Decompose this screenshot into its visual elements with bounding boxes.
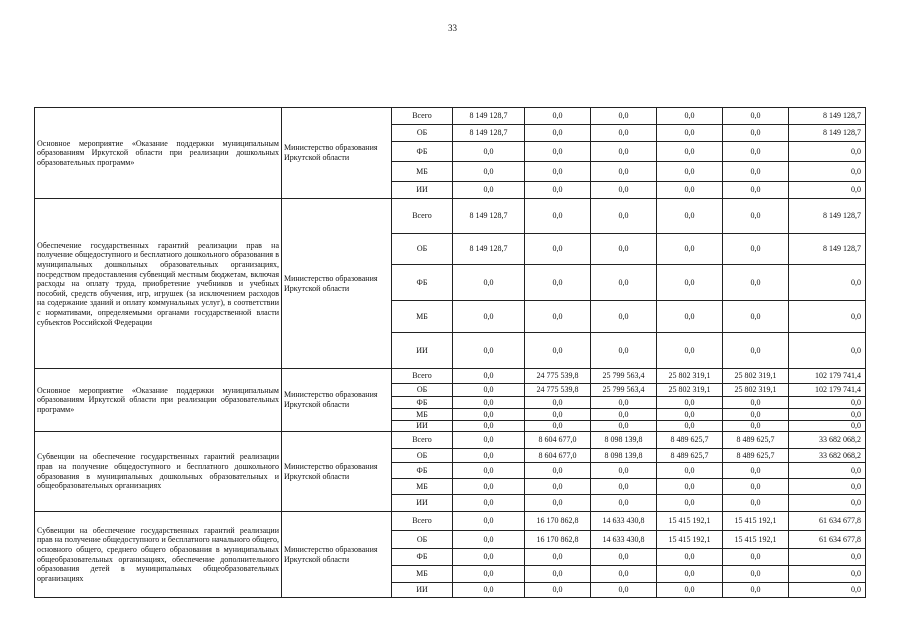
amount-cell: 0,0	[453, 397, 525, 409]
amount-cell: 0,0	[657, 301, 723, 333]
amount-cell: 0,0	[525, 142, 591, 162]
amount-cell: 0,0	[723, 125, 789, 142]
amount-cell: 0,0	[723, 142, 789, 162]
amount-cell: 0,0	[525, 566, 591, 583]
funding-source: Всего	[392, 199, 453, 234]
amount-cell: 0,0	[657, 463, 723, 479]
amount-cell: 0,0	[657, 409, 723, 421]
amount-cell: 0,0	[657, 397, 723, 409]
amount-cell: 0,0	[453, 549, 525, 566]
measure-description: Основное мероприятие «Оказание поддержки муниципальным образованиям Иркутской области при реализации дошкольных образовательных программ»	[35, 108, 282, 199]
funding-source: ФБ	[392, 265, 453, 301]
amount-cell: 0,0	[723, 199, 789, 234]
amount-cell: 24 775 539,8	[525, 384, 591, 397]
amount-cell: 0,0	[789, 142, 866, 162]
amount-cell: 0,0	[657, 495, 723, 512]
table-row	[35, 512, 866, 531]
amount-cell: 0,0	[453, 409, 525, 421]
funding-source: ИИ	[392, 182, 453, 199]
funding-source: ОБ	[392, 384, 453, 397]
amount-cell: 0,0	[723, 182, 789, 199]
funding-source: ИИ	[392, 583, 453, 598]
amount-cell: 0,0	[453, 265, 525, 301]
amount-cell: 0,0	[453, 384, 525, 397]
funding-source: МБ	[392, 566, 453, 583]
amount-cell: 0,0	[789, 333, 866, 369]
amount-cell: 0,0	[789, 479, 866, 495]
budget-table	[34, 107, 866, 598]
amount-cell: 0,0	[525, 495, 591, 512]
amount-cell: 0,0	[525, 162, 591, 182]
amount-cell: 0,0	[525, 301, 591, 333]
amount-cell: 0,0	[591, 162, 657, 182]
amount-cell: 0,0	[657, 333, 723, 369]
amount-cell: 8 149 128,7	[789, 234, 866, 265]
amount-cell: 8 149 128,7	[789, 108, 866, 125]
amount-cell: 0,0	[657, 549, 723, 566]
amount-cell: 0,0	[789, 397, 866, 409]
amount-cell: 0,0	[657, 182, 723, 199]
amount-cell: 0,0	[453, 301, 525, 333]
funding-source: ИИ	[392, 333, 453, 369]
amount-cell: 0,0	[657, 142, 723, 162]
amount-cell: 25 802 319,1	[657, 369, 723, 384]
amount-cell: 0,0	[723, 333, 789, 369]
amount-cell: 0,0	[657, 125, 723, 142]
funding-source: Всего	[392, 108, 453, 125]
amount-cell: 102 179 741,4	[789, 369, 866, 384]
measure-description: Субвенции на обеспечение государственных гарантий реализации прав на получение общедоступного и бесплатного дошкольного образования в муниципальных дошкольных образовательных и общеобразовательных организациях	[35, 432, 282, 512]
amount-cell: 0,0	[591, 421, 657, 432]
amount-cell: 0,0	[789, 463, 866, 479]
amount-cell: 0,0	[453, 421, 525, 432]
amount-cell: 8 149 128,7	[789, 199, 866, 234]
funding-source: Всего	[392, 369, 453, 384]
amount-cell: 14 633 430,8	[591, 512, 657, 531]
amount-cell: 0,0	[591, 108, 657, 125]
amount-cell: 16 170 862,8	[525, 531, 591, 549]
table-row	[35, 108, 866, 125]
executor-cell: Министерство образования Иркутской области	[282, 108, 392, 199]
funding-source: ОБ	[392, 125, 453, 142]
executor-cell: Министерство образования Иркутской области	[282, 369, 392, 432]
table-row	[35, 199, 866, 234]
amount-cell: 0,0	[789, 409, 866, 421]
amount-cell: 0,0	[657, 566, 723, 583]
amount-cell: 0,0	[525, 108, 591, 125]
amount-cell: 61 634 677,8	[789, 531, 866, 549]
amount-cell: 0,0	[723, 397, 789, 409]
amount-cell: 0,0	[789, 182, 866, 199]
amount-cell: 0,0	[453, 531, 525, 549]
amount-cell: 8 149 128,7	[789, 125, 866, 142]
amount-cell: 0,0	[525, 479, 591, 495]
funding-source: ФБ	[392, 397, 453, 409]
funding-source: МБ	[392, 479, 453, 495]
funding-source: ИИ	[392, 421, 453, 432]
amount-cell: 0,0	[591, 301, 657, 333]
amount-cell: 0,0	[789, 162, 866, 182]
amount-cell: 0,0	[453, 142, 525, 162]
amount-cell: 25 802 319,1	[723, 384, 789, 397]
page-number: 33	[448, 23, 457, 33]
amount-cell: 61 634 677,8	[789, 512, 866, 531]
measure-description: Обеспечение государственных гарантий реализации прав на получение общедоступного и бесплатного дошкольного образования в муниципальных дошкольных образовательных организациях, посредством предоставления субвенций местным бюджетам, включая расходы на оплату труда, приобретение учебников и учебных пособий, средств обучения, игр, игрушек (за исключением расходов на содержание зданий и оплату коммунальных услуг), в соответствии с нормативами, определяемыми органами государственной власти субъектов Российской Федерации	[35, 199, 282, 369]
amount-cell: 0,0	[789, 495, 866, 512]
amount-cell: 8 149 128,7	[453, 125, 525, 142]
table-body	[35, 108, 866, 598]
amount-cell: 8 149 128,7	[453, 234, 525, 265]
amount-cell: 0,0	[591, 495, 657, 512]
amount-cell: 0,0	[723, 583, 789, 598]
amount-cell: 0,0	[789, 549, 866, 566]
amount-cell: 0,0	[789, 421, 866, 432]
amount-cell: 8 489 625,7	[723, 432, 789, 449]
amount-cell: 0,0	[525, 333, 591, 369]
amount-cell: 25 802 319,1	[723, 369, 789, 384]
amount-cell: 0,0	[591, 234, 657, 265]
amount-cell: 0,0	[789, 566, 866, 583]
amount-cell: 0,0	[453, 479, 525, 495]
amount-cell: 0,0	[591, 549, 657, 566]
amount-cell: 0,0	[453, 512, 525, 531]
amount-cell: 0,0	[657, 108, 723, 125]
executor-cell: Министерство образования Иркутской области	[282, 512, 392, 598]
amount-cell: 0,0	[723, 549, 789, 566]
amount-cell: 8 489 625,7	[657, 432, 723, 449]
amount-cell: 0,0	[723, 421, 789, 432]
amount-cell: 0,0	[525, 409, 591, 421]
amount-cell: 0,0	[591, 463, 657, 479]
amount-cell: 0,0	[453, 432, 525, 449]
amount-cell: 0,0	[723, 479, 789, 495]
amount-cell: 8 489 625,7	[657, 449, 723, 463]
amount-cell: 0,0	[453, 182, 525, 199]
amount-cell: 25 799 563,4	[591, 384, 657, 397]
amount-cell: 0,0	[525, 234, 591, 265]
amount-cell: 0,0	[525, 125, 591, 142]
amount-cell: 33 682 068,2	[789, 432, 866, 449]
funding-source: МБ	[392, 409, 453, 421]
funding-source: МБ	[392, 162, 453, 182]
amount-cell: 16 170 862,8	[525, 512, 591, 531]
amount-cell: 0,0	[591, 125, 657, 142]
amount-cell: 8 098 139,8	[591, 432, 657, 449]
amount-cell: 0,0	[591, 583, 657, 598]
amount-cell: 0,0	[525, 182, 591, 199]
amount-cell: 0,0	[453, 463, 525, 479]
amount-cell: 0,0	[525, 549, 591, 566]
amount-cell: 0,0	[723, 108, 789, 125]
amount-cell: 24 775 539,8	[525, 369, 591, 384]
amount-cell: 0,0	[723, 162, 789, 182]
amount-cell: 0,0	[591, 199, 657, 234]
amount-cell: 0,0	[723, 463, 789, 479]
amount-cell: 0,0	[723, 409, 789, 421]
amount-cell: 0,0	[525, 199, 591, 234]
funding-source: ФБ	[392, 463, 453, 479]
amount-cell: 15 415 192,1	[723, 531, 789, 549]
amount-cell: 0,0	[453, 495, 525, 512]
amount-cell: 102 179 741,4	[789, 384, 866, 397]
funding-source: ОБ	[392, 449, 453, 463]
amount-cell: 0,0	[723, 495, 789, 512]
amount-cell: 0,0	[591, 479, 657, 495]
amount-cell: 0,0	[453, 369, 525, 384]
amount-cell: 0,0	[657, 265, 723, 301]
amount-cell: 25 802 319,1	[657, 384, 723, 397]
amount-cell: 0,0	[591, 566, 657, 583]
amount-cell: 0,0	[657, 421, 723, 432]
amount-cell: 8 098 139,8	[591, 449, 657, 463]
amount-cell: 0,0	[657, 234, 723, 265]
table-row	[35, 432, 866, 449]
amount-cell: 0,0	[723, 234, 789, 265]
executor-cell: Министерство образования Иркутской области	[282, 432, 392, 512]
amount-cell: 0,0	[591, 397, 657, 409]
executor-cell: Министерство образования Иркутской области	[282, 199, 392, 369]
amount-cell: 0,0	[525, 265, 591, 301]
amount-cell: 0,0	[453, 449, 525, 463]
funding-source: МБ	[392, 301, 453, 333]
amount-cell: 0,0	[657, 583, 723, 598]
amount-cell: 15 415 192,1	[657, 512, 723, 531]
measure-description: Основное мероприятие «Оказание поддержки муниципальным образованиям Иркутской области при реализации образовательных программ»	[35, 369, 282, 432]
amount-cell: 15 415 192,1	[723, 512, 789, 531]
amount-cell: 0,0	[657, 199, 723, 234]
measure-description: Субвенции на обеспечение государственных гарантий реализации прав на получение общедоступного и бесплатного начального общего, основного общего, среднего общего образования в муниципальных общеобразовательных организациях, обеспечение дополнительного образования детей в муниципальных общеобразовательных организациях	[35, 512, 282, 598]
amount-cell: 8 604 677,0	[525, 449, 591, 463]
amount-cell: 0,0	[591, 265, 657, 301]
funding-source: Всего	[392, 432, 453, 449]
amount-cell: 0,0	[453, 566, 525, 583]
amount-cell: 0,0	[453, 583, 525, 598]
amount-cell: 0,0	[723, 301, 789, 333]
amount-cell: 0,0	[453, 162, 525, 182]
amount-cell: 0,0	[723, 566, 789, 583]
amount-cell: 8 489 625,7	[723, 449, 789, 463]
amount-cell: 0,0	[789, 265, 866, 301]
amount-cell: 0,0	[525, 421, 591, 432]
amount-cell: 0,0	[525, 397, 591, 409]
amount-cell: 0,0	[657, 162, 723, 182]
amount-cell: 0,0	[789, 583, 866, 598]
amount-cell: 0,0	[789, 301, 866, 333]
amount-cell: 33 682 068,2	[789, 449, 866, 463]
amount-cell: 0,0	[657, 479, 723, 495]
amount-cell: 0,0	[525, 463, 591, 479]
amount-cell: 0,0	[723, 265, 789, 301]
amount-cell: 8 604 677,0	[525, 432, 591, 449]
amount-cell: 0,0	[591, 333, 657, 369]
amount-cell: 0,0	[453, 333, 525, 369]
funding-source: ИИ	[392, 495, 453, 512]
amount-cell: 0,0	[591, 142, 657, 162]
table-row	[35, 369, 866, 384]
amount-cell: 25 799 563,4	[591, 369, 657, 384]
amount-cell: 15 415 192,1	[657, 531, 723, 549]
amount-cell: 0,0	[591, 182, 657, 199]
amount-cell: 8 149 128,7	[453, 108, 525, 125]
funding-source: Всего	[392, 512, 453, 531]
amount-cell: 0,0	[591, 409, 657, 421]
funding-source: ФБ	[392, 142, 453, 162]
funding-source: ФБ	[392, 549, 453, 566]
amount-cell: 0,0	[525, 583, 591, 598]
funding-source: ОБ	[392, 531, 453, 549]
amount-cell: 14 633 430,8	[591, 531, 657, 549]
funding-source: ОБ	[392, 234, 453, 265]
amount-cell: 8 149 128,7	[453, 199, 525, 234]
